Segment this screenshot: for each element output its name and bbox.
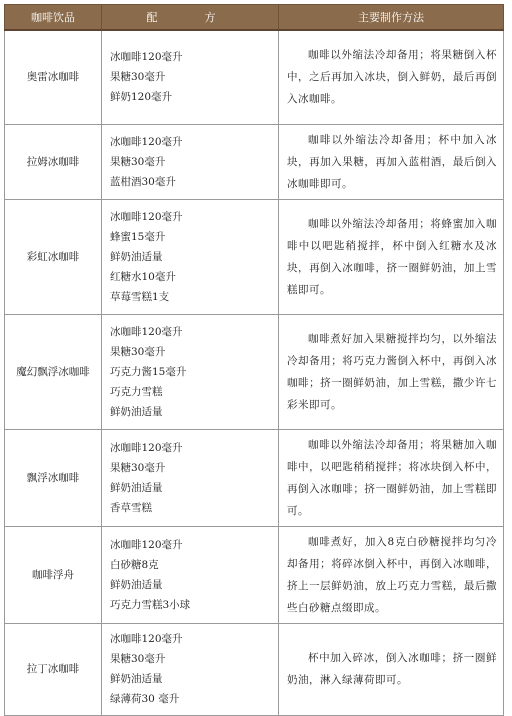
ingredient: 果糖30毫升 [110,155,166,168]
table-row [5,429,504,526]
ingredient: 冰咖啡120毫升 [110,51,183,64]
ingredient: 鲜奶油适量 [110,250,163,263]
table-row [5,30,504,124]
header-drink: 咖啡饮品 [5,5,102,31]
drink-name: 奥雷冰咖啡 [5,30,102,124]
recipe-cell [102,314,279,429]
drink-name: 飘浮冰咖啡 [5,429,102,526]
ingredient: 红糖水10毫升 [110,270,176,283]
ingredient: 巧克力雪糕 [110,385,163,398]
ingredient: 冰咖啡120毫升 [110,325,183,338]
method-cell: 杯中加入碎冰，倒入冰咖啡；挤一圈鲜奶油，淋入绿薄荷即可。 [279,623,504,715]
ingredient: 鲜奶油适量 [110,673,163,685]
ingredient: 果糖30毫升 [110,71,166,84]
table-header-row [5,5,504,31]
drink-name: 拉丁冰咖啡 [5,623,102,715]
ingredient: 冰咖啡120毫升 [110,538,183,551]
ingredient: 冰咖啡120毫升 [110,633,183,645]
recipe-table-container [4,4,504,716]
ingredient: 蜂蜜15毫升 [110,230,166,243]
coffee-recipe-table [4,4,504,716]
recipe-cell [102,429,279,526]
recipe-cell [102,30,279,124]
method-cell: 咖啡以外缩法冷却备用；将果糖倒入杯中，之后再加入冰块，倒入鲜奶，最后再倒入冰咖啡。 [279,30,504,124]
ingredient: 鲜奶120毫升 [110,91,173,104]
ingredient: 冰咖啡120毫升 [110,135,183,148]
header-method: 主要制作方法 [279,5,504,31]
ingredient: 鲜奶油适量 [110,578,163,591]
drink-name: 咖啡浮舟 [5,526,102,623]
method-cell: 咖啡以外缩法冷却备用；杯中加入冰块，再加入果糖，再加入蓝柑酒，最后倒入冰咖啡即可。 [279,124,504,199]
ingredient: 草莓雪糕1支 [110,290,170,303]
recipe-cell [102,124,279,199]
ingredient: 蓝柑酒30毫升 [110,175,176,188]
method-cell: 咖啡以外缩法冷却备用；将果糖加入咖啡中，以吧匙稍稍搅拌；将冰块倒入杯中，再倒入冰咖啡；挤一圈鲜奶油，加上雪糕即可。 [279,429,504,526]
ingredient: 冰咖啡120毫升 [110,441,183,454]
table-row [5,623,504,715]
ingredient: 巧克力酱15毫升 [110,365,187,378]
method-cell: 咖啡以外缩法冷却备用；将蜂蜜加入咖啡中以吧匙稍搅拌，杯中倒入红糖水及冰块，再倒入冰咖啡，挤一圈鲜奶油，加上雪糕即可。 [279,199,504,314]
ingredient: 绿薄荷30 毫升 [110,693,180,705]
ingredient: 鲜奶油适量 [110,481,163,494]
ingredient: 白砂糖8克 [110,558,159,571]
table-row [5,124,504,199]
table-row [5,199,504,314]
table-row [5,314,504,429]
ingredient: 香草雪糕 [110,501,152,514]
drink-name: 魔幻飘浮冰咖啡 [5,314,102,429]
recipe-cell [102,199,279,314]
ingredient: 冰咖啡120毫升 [110,210,183,223]
method-cell: 咖啡煮好，加入8克白砂糖搅拌均匀冷却备用；将碎冰倒入杯中，再倒入冰咖啡，挤上一层鲜奶油，放上巧克力雪糕，最后撒些白砂糖点缀即成。 [279,526,504,623]
method-cell: 咖啡煮好加入果糖搅拌均匀，以外缩法冷却备用；将巧克力酱倒入杯中，再倒入冰咖啡；挤一圈鲜奶油，加上雪糕，撒少许七彩米即可。 [279,314,504,429]
ingredient: 巧克力雪糕3小球 [110,598,191,611]
drink-name: 拉姆冰咖啡 [5,124,102,199]
recipe-cell [102,623,279,715]
drink-name: 彩虹冰咖啡 [5,199,102,314]
ingredient: 果糖30毫升 [110,653,166,665]
header-recipe: 配 方 [102,5,279,31]
ingredient: 果糖30毫升 [110,461,166,474]
recipe-cell [102,526,279,623]
ingredient: 鲜奶油适量 [110,405,163,418]
ingredient: 果糖30毫升 [110,345,166,358]
table-row [5,526,504,623]
